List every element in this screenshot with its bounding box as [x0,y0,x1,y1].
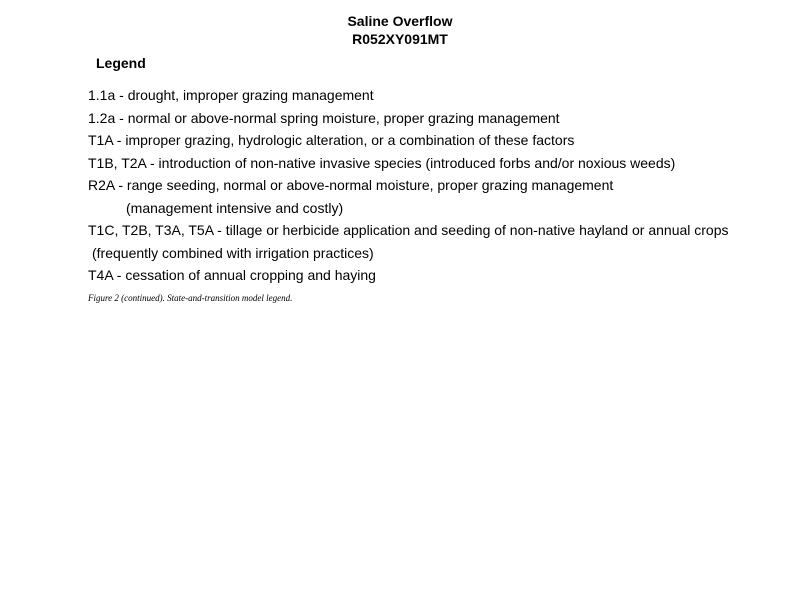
legend-item-t1a: T1A - improper grazing, hydrologic alteration, or a combination of these factors [88,132,575,148]
legend-item-t1c-continued: (frequently combined with irrigation practices) [92,244,374,261]
figure-caption: Figure 2 (continued). State-and-transition model legend. [88,293,293,303]
legend-item-1-1a: 1.1a - drought, improper grazing management [88,87,374,103]
legend-item-t4a: T4A - cessation of annual cropping and haying [88,267,376,283]
legend-item-t1c-t2b-t3a-t5a: T1C, T2B, T3A, T5A - tillage or herbicide application and seeding of non-native hayland or annual crops [88,222,729,238]
legend-item-1-2a: 1.2a - normal or above-normal spring moisture, proper grazing management [88,109,560,126]
legend-item-t1b-t2a: T1B, T2A - introduction of non-native invasive species (introduced forbs and/or noxious weeds) [88,154,676,171]
title-block [0,12,800,48]
page-title: Saline Overflow [347,13,453,29]
legend-heading: Legend [96,55,146,71]
legend-item-r2a: R2A - range seeding, normal or above-normal moisture, proper grazing management [88,177,614,193]
legend-list [88,84,788,287]
page-subtitle: R052XY091MT [352,31,448,47]
legend-item-r2a-continued: (management intensive and costly) [126,199,344,216]
